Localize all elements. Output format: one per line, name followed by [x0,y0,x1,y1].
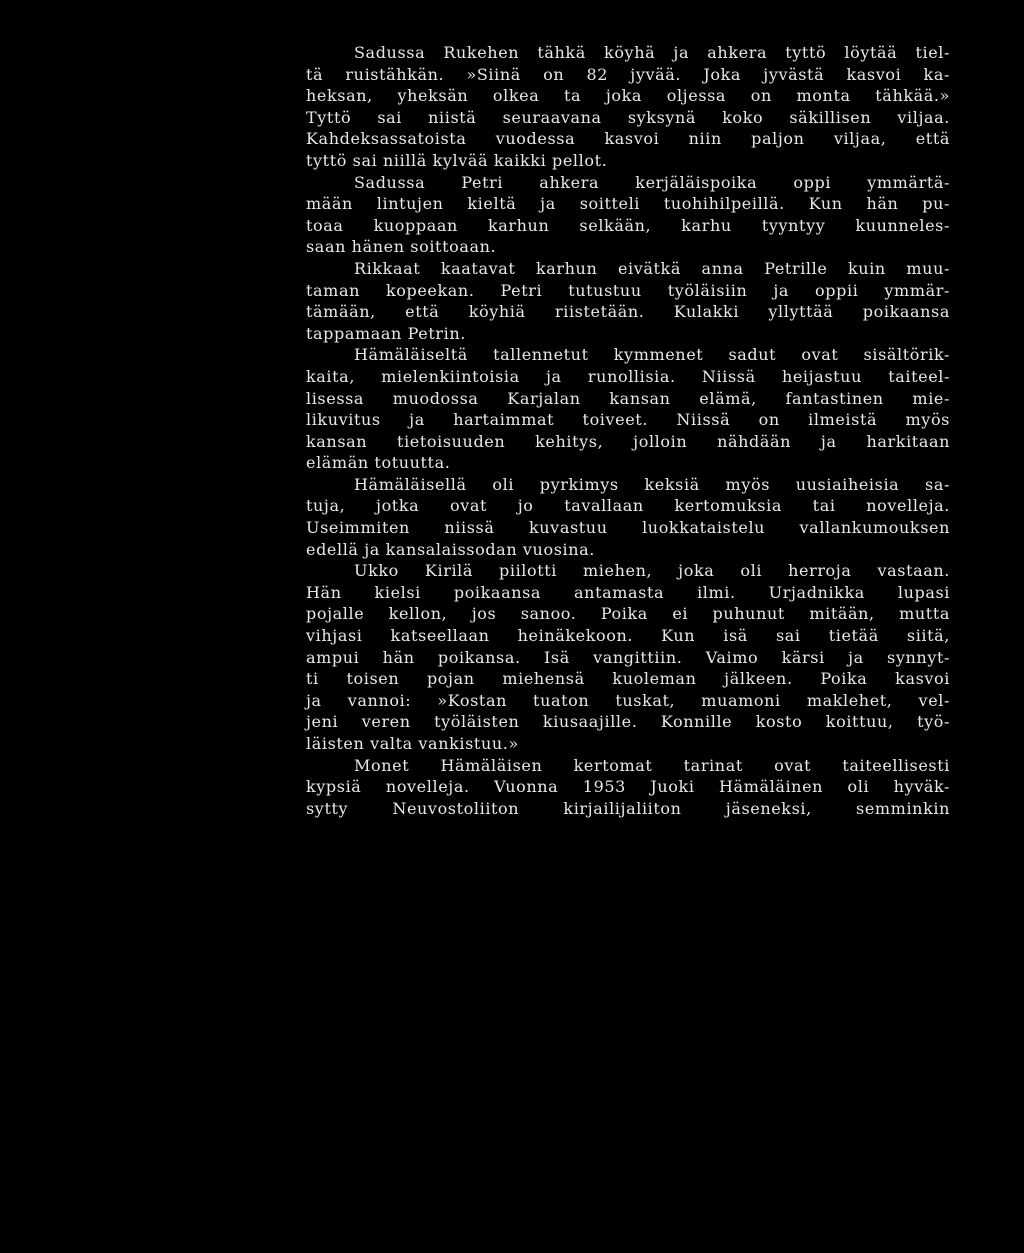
text-line: tappamaan Petrin. [306,323,466,343]
text-line: edellä ja kansalaissodan vuosina. [306,539,595,559]
text-line: Hän kielsi poikaansa antamasta ilmi. Urjadnikka lupasi [306,582,950,602]
text-line: ja vannoi: »Kostan tuaton tuskat, muamoni maklehet, vel- [306,690,950,710]
text-line: tämään, että köyhiä riistetään. Kulakki yllyttää poikaansa [306,302,950,322]
text-line: heksan, yheksän olkea ta joka oljessa on monta tähkää.» [306,86,950,106]
text-line: lisessa muodossa Karjalan kansan elämä, fantastinen mie- [306,388,950,408]
text-line: Tyttö sai niistä seuraavana syksynä koko säkillisen viljaa. [306,107,950,127]
text-line: sytty Neuvostoliiton kirjailijaliiton jäseneksi, semminkin [306,798,950,818]
text-line: tyttö sai niillä kylvää kaikki pellot. [306,150,608,170]
text-line: elämän totuutta. [306,453,451,473]
text-column [306,42,950,819]
text-line: saan hänen soittoaan. [306,237,497,257]
text-line: vihjasi katseellaan heinäkekoon. Kun isä sai tietää siitä, [306,626,950,646]
text-line: kaita, mielenkiintoisia ja runollisia. Niissä heijastuu taiteel- [306,366,950,386]
text-line: Hämäläisellä oli pyrkimys keksiä myös uusiaiheisia sa- [354,474,950,494]
text-line: Kahdeksassatoista vuodessa kasvoi niin paljon viljaa, että [306,129,950,149]
text-line: Rikkaat kaatavat karhun eivätkä anna Petrille kuin muu- [354,258,950,278]
text-line: toaa kuoppaan karhun selkään, karhu tyyntyy kuunneles- [306,215,950,235]
text-line: taman kopeekan. Petri tutustuu työläisiin ja oppii ymmär- [306,280,950,300]
text-line: Sadussa Rukehen tähkä köyhä ja ahkera tyttö löytää tiel- [354,43,950,62]
text-line: tuja, jotka ovat jo tavallaan kertomuksia tai novelleja. [306,496,950,516]
text-line: Sadussa Petri ahkera kerjäläispoika oppi ymmärtä- [354,172,950,192]
text-line: Useimmiten niissä kuvastuu luokkataistelu vallankumouksen [306,518,950,538]
text-line: jeni veren työläisten kiusaajille. Konnille kosto koittuu, työ- [306,712,950,732]
text-line: ti toisen pojan miehensä kuoleman jälkeen. Poika kasvoi [306,669,950,689]
text-line: kansan tietoisuuden kehitys, jolloin nähdään ja harkitaan [306,431,950,451]
text-line: mään lintujen kieltä ja soitteli tuohihilpeillä. Kun hän pu- [306,194,950,214]
text-line: Ukko Kirilä piilotti miehen, joka oli herroja vastaan. [354,561,950,581]
text-line: tä ruistähkän. »Siinä on 82 jyvää. Joka jyvästä kasvoi ka- [306,64,950,84]
text-line: läisten valta vankistuu.» [306,734,519,753]
text-line: likuvitus ja hartaimmat toiveet. Niissä on ilmeistä myös [306,410,950,430]
text-line: Hämäläiseltä tallennetut kymmenet sadut ovat sisältörik- [354,345,950,365]
text-line: pojalle kellon, jos sanoo. Poika ei puhunut mitään, mutta [306,604,950,624]
text-line: kypsiä novelleja. Vuonna 1953 Juoki Hämäläinen oli hyväk- [306,777,950,797]
text-line: ampui hän poikansa. Isä vangittiin. Vaimo kärsi ja synnyt- [306,647,950,667]
text-line: Monet Hämäläisen kertomat tarinat ovat taiteellisesti [354,755,950,775]
